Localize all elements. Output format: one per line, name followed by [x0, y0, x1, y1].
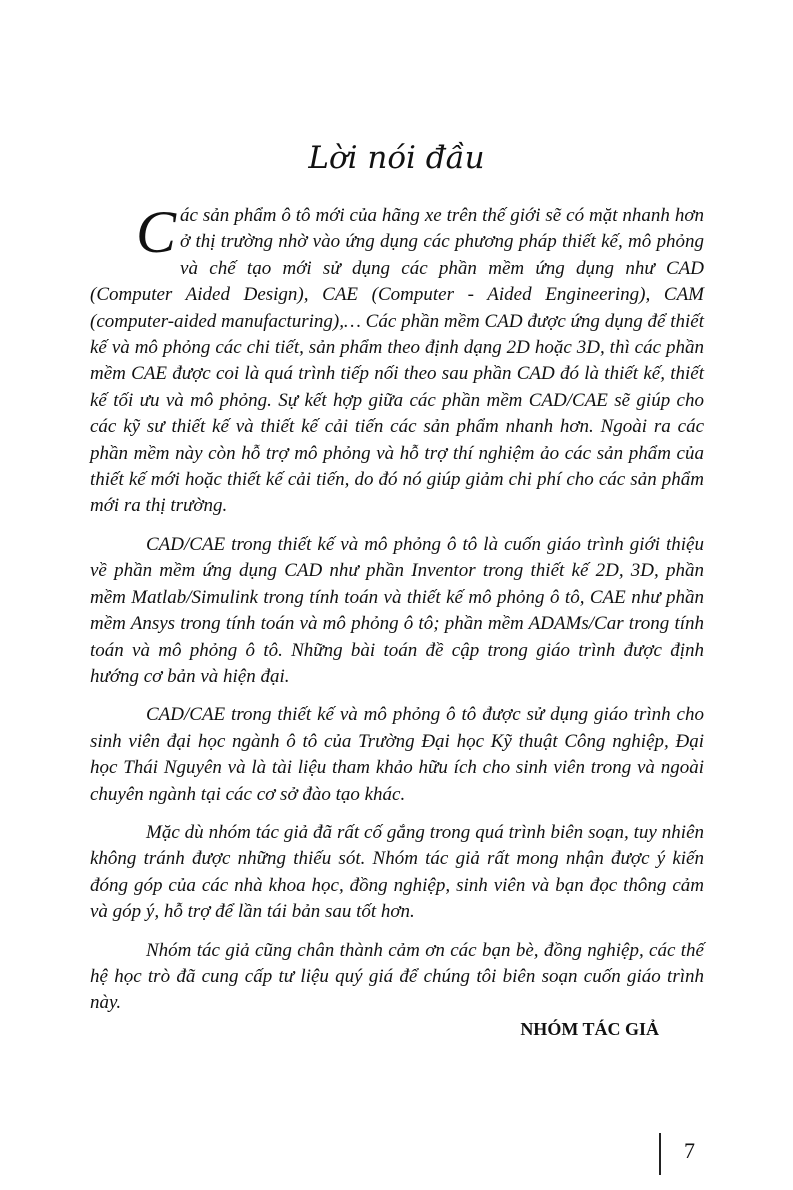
page-number-divider	[659, 1133, 661, 1175]
preface-body	[90, 199, 704, 1029]
paragraph-1-text: ác sản phẩm ô tô mới của hãng xe trên thế giới sẽ có mặt nhanh hơn ở thị trường nhờ vào ứng dụng các phương pháp thiết kế, mô phỏng và chế tạo mới sử dụng các phần mềm ứng dụng như CAD (Computer Aided Design), CAE (Computer - Aided Engineering), CAM (computer-aided manufacturing),… Các phần mềm CAD được ứng dụng để thiết kế và mô phỏng các chi tiết, sản phẩm theo định dạng 2D hoặc 3D, thì các phần mềm CAE được coi là quá trình tiếp nối theo sau phần CAD đó là thiết kế, thiết kế tối ưu và mô phỏng. Sự kết hợp giữa các phần mềm CAD/CAE sẽ giúp cho các kỹ sư thiết kế và thiết kế cải tiến các sản phẩm nhanh hơn. Ngoài ra các phần mềm này còn hỗ trợ mô phỏng và hỗ trợ thí nghiệm ảo các sản phẩm của thiết kế mới hoặc thiết kế cải tiến, do đó nó giúp giảm chi phí cho các sản phẩm mới ra thị trường.	[90, 205, 704, 517]
drop-cap: C	[136, 199, 177, 265]
paragraph-5: Nhóm tác giả cũng chân thành cảm ơn các bạn bè, đồng nghiệp, các thế hệ học trò đã cung cấp tư liệu quý giá để chúng tôi biên soạn cuốn giáo trình này.	[90, 939, 704, 1014]
author-signature: NHÓM TÁC GIẢ	[520, 1019, 659, 1039]
paragraph-3: CAD/CAE trong thiết kế và mô phỏng ô tô được sử dụng giáo trình cho sinh viên đại học ngành ô tô của Trường Đại học Kỹ thuật Công nghiệp, Đại học Thái Nguyên và là tài liệu tham khảo hữu ích cho sinh viên trong và ngoài chuyên ngành tại các cơ sở đào tạo khác.	[90, 704, 704, 805]
paragraph-1	[90, 199, 704, 520]
page-number: 7	[684, 1138, 695, 1163]
paragraph-2: CAD/CAE trong thiết kế và mô phỏng ô tô là cuốn giáo trình giới thiệu về phần mềm ứng dụng CAD như phần Inventor trong thiết kế 2D, 3D, phần mềm Matlab/Simulink trong tính toán và thiết kế mô phỏng ô tô, CAE như phần mềm Ansys trong tính toán và mô phỏng ô tô; phần mềm ADAMs/Car trong tính toán và mô phỏng ô tô. Những bài toán đề cập trong giáo trình được định hướng cơ bản và hiện đại.	[90, 533, 704, 687]
paragraph-4: Mặc dù nhóm tác giả đã rất cố gắng trong quá trình biên soạn, tuy nhiên không tránh được những thiếu sót. Nhóm tác giả rất mong nhận được ý kiến đóng góp của các nhà khoa học, đồng nghiệp, sinh viên và bạn đọc thông cảm và góp ý, hỗ trợ để lần tái bản sau tốt hơn.	[90, 821, 704, 923]
page-title: Lời nói đầu	[308, 140, 485, 176]
